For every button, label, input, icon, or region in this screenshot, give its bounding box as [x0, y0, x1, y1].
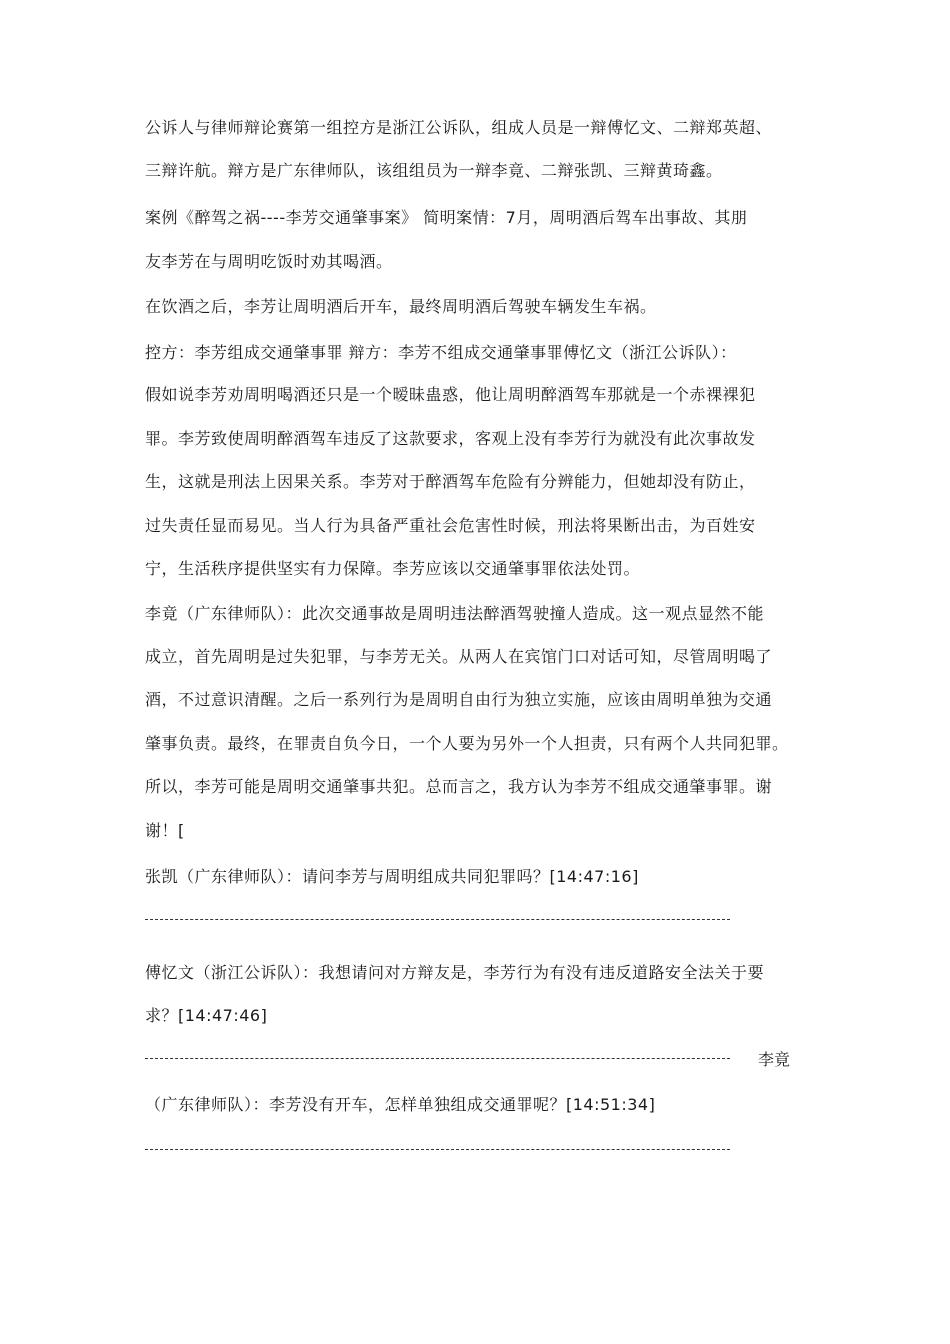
- paragraph-line: 求？[14:47:46]: [145, 1006, 268, 1025]
- paragraph-line: 成立，首先周明是过失犯罪，与李芳无关。从两人在宾馆门口对话可知，尽管周明喝了: [145, 647, 773, 666]
- paragraph-line: 所以，李芳可能是周明交通肇事共犯。总而言之，我方认为李芳不组成交通肇事罪。谢: [145, 777, 773, 796]
- paragraph-line: 酒，不过意识清醒。之后一系列行为是周明自由行为独立实施，应该由周明单独为交通: [145, 690, 773, 709]
- speaker-name: 李竟: [758, 1050, 791, 1069]
- paragraph-line: 肇事负责。最终，在罪责自负今日，一个人要为另外一个人担责，只有两个人共同犯罪。: [145, 734, 789, 753]
- paragraph-line: 生，这就是刑法上因果关系。李芳对于醉酒驾车危险有分辨能力，但她却没有防止，: [145, 472, 756, 491]
- paragraph-line: 控方：李芳组成交通肇事罪 辩方：李芳不组成交通肇事罪傅忆文（浙江公诉队）：: [145, 343, 737, 362]
- paragraph-line: 过失责任显而易见。当人行为具备严重社会危害性时候，刑法将果断出击，为百姓安: [145, 516, 756, 535]
- paragraph-line: 宁，生活秩序提供坚实有力保障。李芳应该以交通肇事罪依法处罚。: [145, 559, 641, 578]
- paragraph-line: 友李芳在与周明吃饭时劝其喝酒。: [145, 252, 393, 271]
- dashed-separator: [145, 919, 730, 920]
- paragraph-line: 在饮酒之后，李芳让周明酒后开车，最终周明酒后驾驶车辆发生车祸。: [145, 297, 657, 316]
- dashed-separator: [145, 1149, 730, 1150]
- paragraph-line: 傅忆文（浙江公诉队）：我想请问对方辩友是，李芳行为有没有违反道路安全法关于要: [145, 963, 765, 982]
- paragraph-line: 三辩许航。辩方是广东律师队，该组组员为一辩李竟、二辩张凯、三辩黄琦鑫。: [145, 161, 723, 180]
- paragraph-line: 公诉人与律师辩论赛第一组控方是浙江公诉队，组成人员是一辩傅忆文、二辩郑英超、: [145, 118, 773, 137]
- paragraph-line: 李竟（广东律师队）：此次交通事故是周明违法醉酒驾驶撞人造成。这一观点显然不能: [145, 604, 765, 623]
- paragraph-line: 张凯（广东律师队）：请问李芳与周明组成共同犯罪吗？[14:47:16]: [145, 867, 639, 886]
- paragraph-line: 案例《醉驾之祸----李芳交通肇事案》 简明案情：7月，周明酒后驾车出事故、其朋: [145, 208, 748, 227]
- paragraph-line: 假如说李芳劝周明喝酒还只是一个暧昧蛊惑，他让周明醉酒驾车那就是一个赤裸裸犯: [145, 385, 756, 404]
- paragraph-line: （广东律师队）：李芳没有开车，怎样单独组成交通罪呢？[14:51:34]: [145, 1095, 656, 1114]
- paragraph-line: 罪。李芳致使周明醉酒驾车违反了这款要求，客观上没有李芳行为就没有此次事故发: [145, 429, 756, 448]
- dashed-separator: [145, 1058, 730, 1059]
- paragraph-line: 谢！[: [145, 821, 185, 840]
